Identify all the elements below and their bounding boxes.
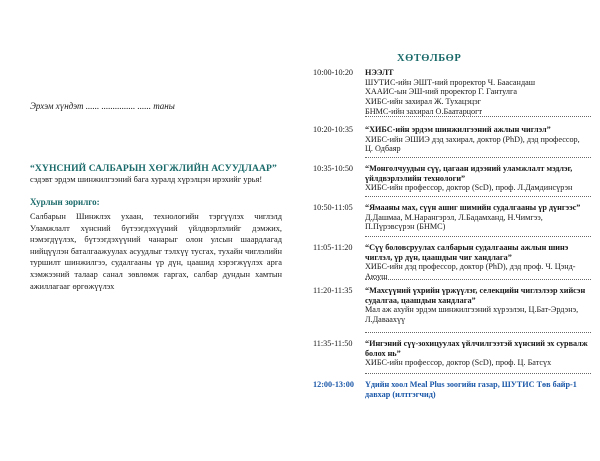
item-heading: “Ямааны мах, сүүн ашиг шимийн судалгааны үр дүнгээс” [365, 203, 581, 212]
item-heading: “ХИБС-ийн эрдэм шинжилгээний ажлын чиглэл” [365, 125, 551, 134]
item-heading: “Монголчуудын сүү, цагаан идээний уламжлалт мэдлэг, үйлдвэрлэлийн технологи” [365, 164, 573, 183]
schedule-item [313, 339, 591, 368]
item-line: ХААИС-ын ЭШ-ний проректор Г. Гантулга [365, 87, 517, 97]
item-heading: “Махсүүний үхрийн үржүүлэг, селекцийн чиглэлээр хийсэн судалгаа, цаашдын хандлага” [365, 286, 586, 305]
item-time: 11:20-11:35 [313, 286, 353, 295]
schedule-item [313, 68, 591, 117]
item-time: 11:05-11:20 [313, 243, 353, 252]
divider [365, 279, 591, 280]
invitation-text: сэдэвт эрдэм шинжилгээний бага хуралд хүрэлцэн ирэхийг урья! [30, 175, 263, 184]
item-time: 11:35-11:50 [313, 339, 353, 348]
divider [365, 332, 591, 333]
divider [365, 116, 591, 117]
item-heading: “Ингэний сүү-зохицуулах үйлчилгээтэй хүнсний эх сурвалж болох нь” [365, 339, 588, 358]
item-line: ХИБС-ийн захирал Ж. Тухацэцэг [365, 97, 482, 107]
item-time: 10:35-10:50 [313, 164, 354, 173]
item-heading: Үдийн хоол Meal Plus зоогийн газар, ШУТИС Төв байр-1 давхар (илтгэгчид) [365, 380, 577, 399]
item-line: БНМС-ийн захирал О.Баатарцогт [365, 106, 483, 116]
purpose-text: Салбарын Шинжлэх ухаан, технологийн тэргүүлэх чиглэлд Уламжлалт хүнсний бүтээгдэхүүний үйлдвэрлэлийг дэмжих, нэмэгдүүлэх, бүтээгдэхүүний чанарыг олон улсын шаардлагад нийцүүлэн баталгаажуулах асуудлыг тэлхүү тусгах, тухайн чиглэлийн туршилт шинжилгээ, судалгааны үр дүн, цаашид хэрэгжүүлэх арга хэмжээний талаар санал зөвлөмж гаргах, салбар дундын хамтын ажиллагааг өргөжүүлэх [30, 212, 282, 291]
conference-title: “ХҮНСНИЙ САЛБАРЫН ХӨГЖЛИЙН АСУУДЛААР” [30, 163, 277, 174]
schedule-item [313, 164, 591, 193]
item-line: Мал аж ахуйн эрдэм шинжилгээний хүрээлэн, Ц.Бат-Эрдэнэ, Л.Даваахүү [365, 305, 579, 325]
item-time: 10:50-11:05 [313, 203, 353, 212]
item-line: Д.Дашмаа, М.Нарангэрэл, Л.Бадамханд, Н.Чимгээ, П.Пүрэвсүрэн (БНМС) [365, 212, 543, 232]
item-heading: НЭЭЛТ [365, 68, 394, 77]
item-time: 12:00-13:00 [313, 380, 354, 389]
item-line: ХИБС-ийн ЭШИЭ дэд захирал, доктор (PhD), дэд профессор, [365, 134, 580, 144]
schedule-item-lunch [313, 380, 591, 399]
divider [365, 196, 591, 197]
purpose-heading: Хурлын зорилго: [30, 197, 100, 207]
item-line: ШУТИС-ийн ЭШТ-ний проректор Ч. Баасандаш [365, 77, 536, 87]
divider [365, 157, 591, 158]
program-title: ХӨТӨЛБӨР [397, 53, 462, 64]
item-time: 10:20-10:35 [313, 125, 354, 134]
item-time: 10:00-10:20 [313, 68, 354, 77]
divider [365, 236, 591, 237]
item-line: ХИБС-ийн профессор, доктор (ScD), проф. Ц. Батсүх [365, 358, 552, 368]
divider [365, 373, 591, 374]
schedule-item [313, 125, 591, 154]
item-line: ХИБС-ийн профессор, доктор (ScD), проф. Л.Дамдинсүрэн [365, 183, 573, 193]
schedule-item [313, 286, 591, 325]
item-heading: “Сүү боловсруулах салбарын судалгааны ажлын шинэ чиглэл, үр дүн, цаашдын чиг хандлага” [365, 243, 569, 262]
schedule-item [313, 243, 591, 282]
item-line: Ц. Одбаяр [365, 144, 401, 154]
greeting-line: Эрхэм хүндэт ...... ............... ...... таны [30, 101, 175, 111]
item-line: ХИБС-ийн дэд профессор, доктор (PhD), дэд проф. Ч. Цэнд-Аюуш [365, 262, 576, 282]
schedule-item [313, 203, 591, 232]
